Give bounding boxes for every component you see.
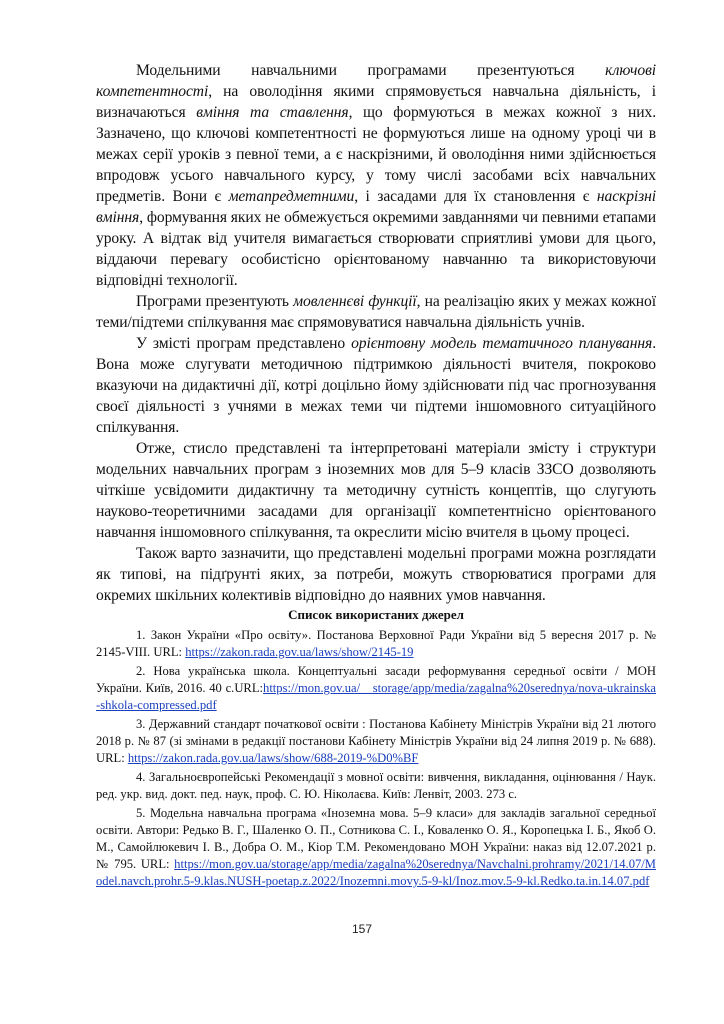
reference-item — [96, 769, 656, 803]
italic-term: метапредметними — [228, 188, 355, 205]
references-title: Список використаних джерел — [288, 607, 464, 622]
text-run: , на оволодіння якими спрямовується навчальна діяльність, і визначаються — [96, 83, 656, 121]
reference-item — [96, 663, 656, 714]
text-run: , формування яких не обмежується окремими завданнями чи певними етапами уроку. А відтак від учителя вимагається створювати сприятливі умови для цього, віддаючи перевагу особистісно орієнтованому навчанню та використовуючи відповідні технології. — [96, 209, 656, 289]
page-content — [96, 60, 656, 892]
reference-item — [96, 716, 656, 767]
text-run: У змісті програм представлено — [136, 335, 352, 352]
italic-term: ключові компетентності — [96, 62, 656, 100]
text-run: , і засадами для їх становлення є — [354, 188, 597, 205]
reference-link[interactable]: https://zakon.rada.gov.ua/laws/show/2145-19 — [185, 645, 414, 659]
reference-text: 3. Державний стандарт початкової освіти : Постанова Кабінету Міністрів України від 21 лютого 2018 р. № 87 (зі змінами в редакції постанови Кабінету Міністрів України від 24 липня 2019 р. № 688). URL: — [96, 717, 656, 765]
italic-term: орієнтовну модель тематичного планування — [351, 335, 653, 352]
italic-term: вміння та ставлення — [196, 104, 349, 121]
reference-link[interactable]: https://mon.gov.ua/__storage/app/media/zagalna%20serednya/nova-ukrainska-shkola-compressed.pdf — [96, 681, 656, 712]
reference-text: 2. Нова українська школа. Концептуальні засади реформування середньої освіти / МОН України. Київ, 2016. 40 с.URL: — [96, 664, 656, 695]
paragraph — [96, 60, 656, 291]
reference-item — [96, 627, 656, 661]
reference-item — [96, 805, 656, 890]
page-number: 157 — [351, 922, 373, 936]
reference-link[interactable]: https://mon.gov.ua/storage/app/media/zagalna%20serednya/Navchalni.prohramy/2021/14.07/Model.navch.prohr.5-9.klas.NUSH-poetap.z.2022/Inozemni.movy.5-9-kl/Inoz.mov.5-9-kl.Redko.ta.in.14.07.pdf — [96, 857, 656, 888]
text-run: Програми презентують — [136, 293, 294, 310]
reference-link[interactable]: https://zakon.rada.gov.ua/laws/show/688-2019-%D0%BF — [127, 751, 419, 765]
paragraph — [96, 291, 656, 333]
italic-term: мовленнєві функції — [293, 293, 417, 310]
text-run: Модельними навчальними програмами презентуються — [136, 62, 606, 79]
reference-text: 4. Загальноєвропейські Рекомендації з мовної освіти: вивчення, викладання, оцінювання / Наук. ред. укр. вид. докт. пед. наук, проф. С. Ю. Ніколаєва. Київ: Ленвіт, 2003. 273 с. — [96, 770, 656, 801]
reference-text: 1. Закон України «Про освіту». Постанова Верховної Ради України від 5 вересня 2017 р. № 2145-VIII. URL: — [96, 628, 656, 659]
text-run: , на реалізацію яких у межах кожної теми/підтеми спілкування має спрямовуватися навчальна діяльність учнів. — [96, 293, 656, 331]
paragraph — [96, 438, 656, 543]
body-text — [96, 60, 656, 606]
text-run: , що формуються в межах кожної з них. Зазначено, що ключові компетентності не формуються лише на одному уроці чи в межах серії уроків з певної теми, а є наскрізними, й оволодіння ними здійснюється впродовж усього навчального курсу, у тому числі засобами всіх навчальних предметів. Вони є — [96, 104, 656, 205]
text-run: Також варто зазначити, що представлені модельні програми можна розглядати як типові, на підґрунті яких, за потреби, можуть створюватися програми для окремих шкільних колективів відповідно до наявних умов навчання. — [96, 545, 656, 604]
references-list — [96, 627, 656, 890]
text-run: . Вона може слугувати методичною підтримкою діяльності вчителя, покроково вказуючи на дидактичні дії, котрі доцільно йому здійснювати під час прогнозування своєї діяльності з учнями в межах теми чи підтеми іншомовного ситуаційного спілкування. — [96, 335, 656, 436]
italic-term: наскрізні вміння — [96, 188, 657, 226]
reference-text: 5. Модельна навчальна програма «Іноземна мова. 5–9 класи» для закладів загальної середньої освіти. Автори: Редько В. Г., Шаленко О. П., Сотникова С. І., Коваленко О. Я., Коропецька І. Б., Якоб О. М., Самойлюкевич І. В., Добра О. М., Кіор Т.М. Рекомендовано МОН України: наказ від 12.07.2021 р. № 795. URL: — [96, 806, 656, 871]
text-run: Отже, стисло представлені та інтерпретовані матеріали змісту і структури модельних навчальних програм з іноземних мов для 5–9 класів ЗЗСО дозволяють чіткіше усвідомити дидактичну та методичну сутність концептів, що слугують науково-теоретичними засадами для організації компетентнісно орієнтованого навчання іншомовного спілкування, та окреслити місію вчителя в цьому процесі. — [96, 440, 656, 541]
paragraph — [96, 333, 656, 438]
paragraph — [96, 543, 656, 606]
